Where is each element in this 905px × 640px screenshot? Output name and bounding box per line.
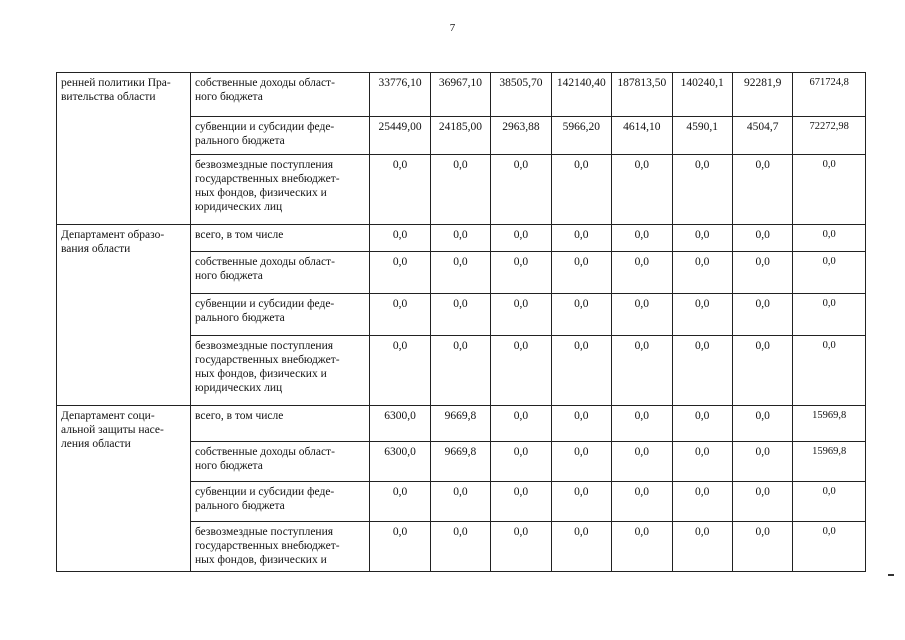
total-value-cell: 0,0 [793,294,866,336]
year-value-cell: 0,0 [430,252,490,294]
year-value-cell: 0,0 [491,442,551,482]
year-value-cell: 0,0 [430,225,490,252]
year-value-cell: 0,0 [551,225,611,252]
total-value-cell: 0,0 [793,482,866,522]
scan-mark [888,574,894,576]
funding-source-label: всего, в том числе [194,410,284,422]
table-row [57,225,866,252]
table-row [57,73,866,117]
year-value-cell: 0,0 [612,294,672,336]
year-value-cell: 0,0 [491,225,551,252]
funding-source-label: субвенции и субсидии феде- рального бюджета [194,486,335,512]
year-value-cell: 0,0 [551,155,611,225]
total-value-cell: 0,0 [793,336,866,406]
total-value-cell: 15969,8 [793,406,866,442]
year-value-cell: 0,0 [370,155,430,225]
department-cell [57,73,191,225]
year-value-cell: 4590,1 [672,117,732,155]
funding-source-cell [190,522,369,572]
year-value-cell: 140240,1 [672,73,732,117]
page-number: 7 [449,22,456,34]
funding-source-label: субвенции и субсидии феде- рального бюджета [194,298,335,324]
funding-source-cell [190,117,369,155]
year-value-cell: 0,0 [370,252,430,294]
budget-table [56,72,866,572]
year-value-cell: 0,0 [430,155,490,225]
year-value-cell: 0,0 [551,336,611,406]
year-value-cell: 0,0 [370,482,430,522]
year-value-cell: 4504,7 [732,117,792,155]
year-value-cell: 0,0 [491,522,551,572]
funding-source-cell [190,442,369,482]
total-value-cell: 0,0 [793,252,866,294]
year-value-cell: 38505,70 [491,73,551,117]
year-value-cell: 0,0 [370,294,430,336]
year-value-cell: 0,0 [732,482,792,522]
funding-source-label: безвозмездные поступления государственных внебюджет- ных фондов, физических и юридических лиц [194,340,340,394]
funding-source-label: безвозмездные поступления государственных внебюджет- ных фондов, физических и [194,526,340,566]
year-value-cell: 2963,88 [491,117,551,155]
total-value-cell: 0,0 [793,522,866,572]
funding-source-cell [190,336,369,406]
year-value-cell: 92281,9 [732,73,792,117]
year-value-cell: 0,0 [430,482,490,522]
year-value-cell: 36967,10 [430,73,490,117]
funding-source-label: всего, в том числе [194,229,284,241]
funding-source-cell [190,155,369,225]
total-value-cell: 0,0 [793,155,866,225]
year-value-cell: 0,0 [551,442,611,482]
year-value-cell: 0,0 [612,252,672,294]
year-value-cell: 0,0 [370,225,430,252]
funding-source-label: собственные доходы област- ного бюджета [194,446,335,472]
year-value-cell: 0,0 [732,336,792,406]
year-value-cell: 0,0 [732,406,792,442]
funding-source-label: собственные доходы област- ного бюджета [194,77,335,103]
year-value-cell: 0,0 [732,442,792,482]
total-value-cell: 15969,8 [793,442,866,482]
year-value-cell: 0,0 [672,406,732,442]
year-value-cell: 0,0 [612,406,672,442]
funding-source-label: собственные доходы област- ного бюджета [194,256,335,282]
year-value-cell: 0,0 [491,252,551,294]
year-value-cell: 24185,00 [430,117,490,155]
year-value-cell: 0,0 [491,482,551,522]
department-cell [57,406,191,572]
year-value-cell: 0,0 [430,522,490,572]
year-value-cell: 6300,0 [370,442,430,482]
year-value-cell: 0,0 [672,225,732,252]
department-name: ренней политики Пра- вительства области [61,77,171,103]
year-value-cell: 0,0 [672,442,732,482]
year-value-cell: 5966,20 [551,117,611,155]
year-value-cell: 0,0 [551,482,611,522]
year-value-cell: 9669,8 [430,406,490,442]
year-value-cell: 33776,10 [370,73,430,117]
year-value-cell: 0,0 [612,522,672,572]
year-value-cell: 6300,0 [370,406,430,442]
total-value-cell: 72272,98 [793,117,866,155]
year-value-cell: 0,0 [491,294,551,336]
year-value-cell: 0,0 [612,442,672,482]
year-value-cell: 0,0 [430,294,490,336]
year-value-cell: 0,0 [612,336,672,406]
funding-source-label: субвенции и субсидии феде- рального бюджета [194,121,335,147]
year-value-cell: 0,0 [612,225,672,252]
funding-source-cell [190,294,369,336]
department-name: Департамент соци- альной защиты насе- ления области [61,410,164,450]
year-value-cell: 0,0 [672,522,732,572]
year-value-cell: 0,0 [672,294,732,336]
year-value-cell: 0,0 [370,336,430,406]
funding-source-cell [190,406,369,442]
year-value-cell: 0,0 [491,406,551,442]
year-value-cell: 187813,50 [612,73,672,117]
year-value-cell: 0,0 [551,294,611,336]
year-value-cell: 0,0 [430,336,490,406]
table-row [57,406,866,442]
year-value-cell: 0,0 [672,336,732,406]
year-value-cell: 0,0 [612,155,672,225]
year-value-cell: 4614,10 [612,117,672,155]
year-value-cell: 0,0 [732,522,792,572]
total-value-cell: 0,0 [793,225,866,252]
year-value-cell: 0,0 [370,522,430,572]
total-value-cell: 671724,8 [793,73,866,117]
year-value-cell: 0,0 [672,252,732,294]
year-value-cell: 0,0 [732,225,792,252]
year-value-cell: 0,0 [491,336,551,406]
year-value-cell: 0,0 [491,155,551,225]
year-value-cell: 0,0 [551,522,611,572]
year-value-cell: 0,0 [672,155,732,225]
funding-source-label: безвозмездные поступления государственных внебюджет- ных фондов, физических и юридических лиц [194,159,340,213]
year-value-cell: 0,0 [732,294,792,336]
year-value-cell: 0,0 [732,155,792,225]
funding-source-cell [190,252,369,294]
year-value-cell: 0,0 [672,482,732,522]
year-value-cell: 0,0 [732,252,792,294]
year-value-cell: 25449,00 [370,117,430,155]
year-value-cell: 0,0 [612,482,672,522]
department-cell [57,225,191,406]
year-value-cell: 9669,8 [430,442,490,482]
year-value-cell: 142140,40 [551,73,611,117]
funding-source-cell [190,482,369,522]
year-value-cell: 0,0 [551,406,611,442]
funding-source-cell [190,73,369,117]
department-name: Департамент образо- вания области [61,229,165,255]
table-body [57,73,866,572]
year-value-cell: 0,0 [551,252,611,294]
funding-source-cell [190,225,369,252]
